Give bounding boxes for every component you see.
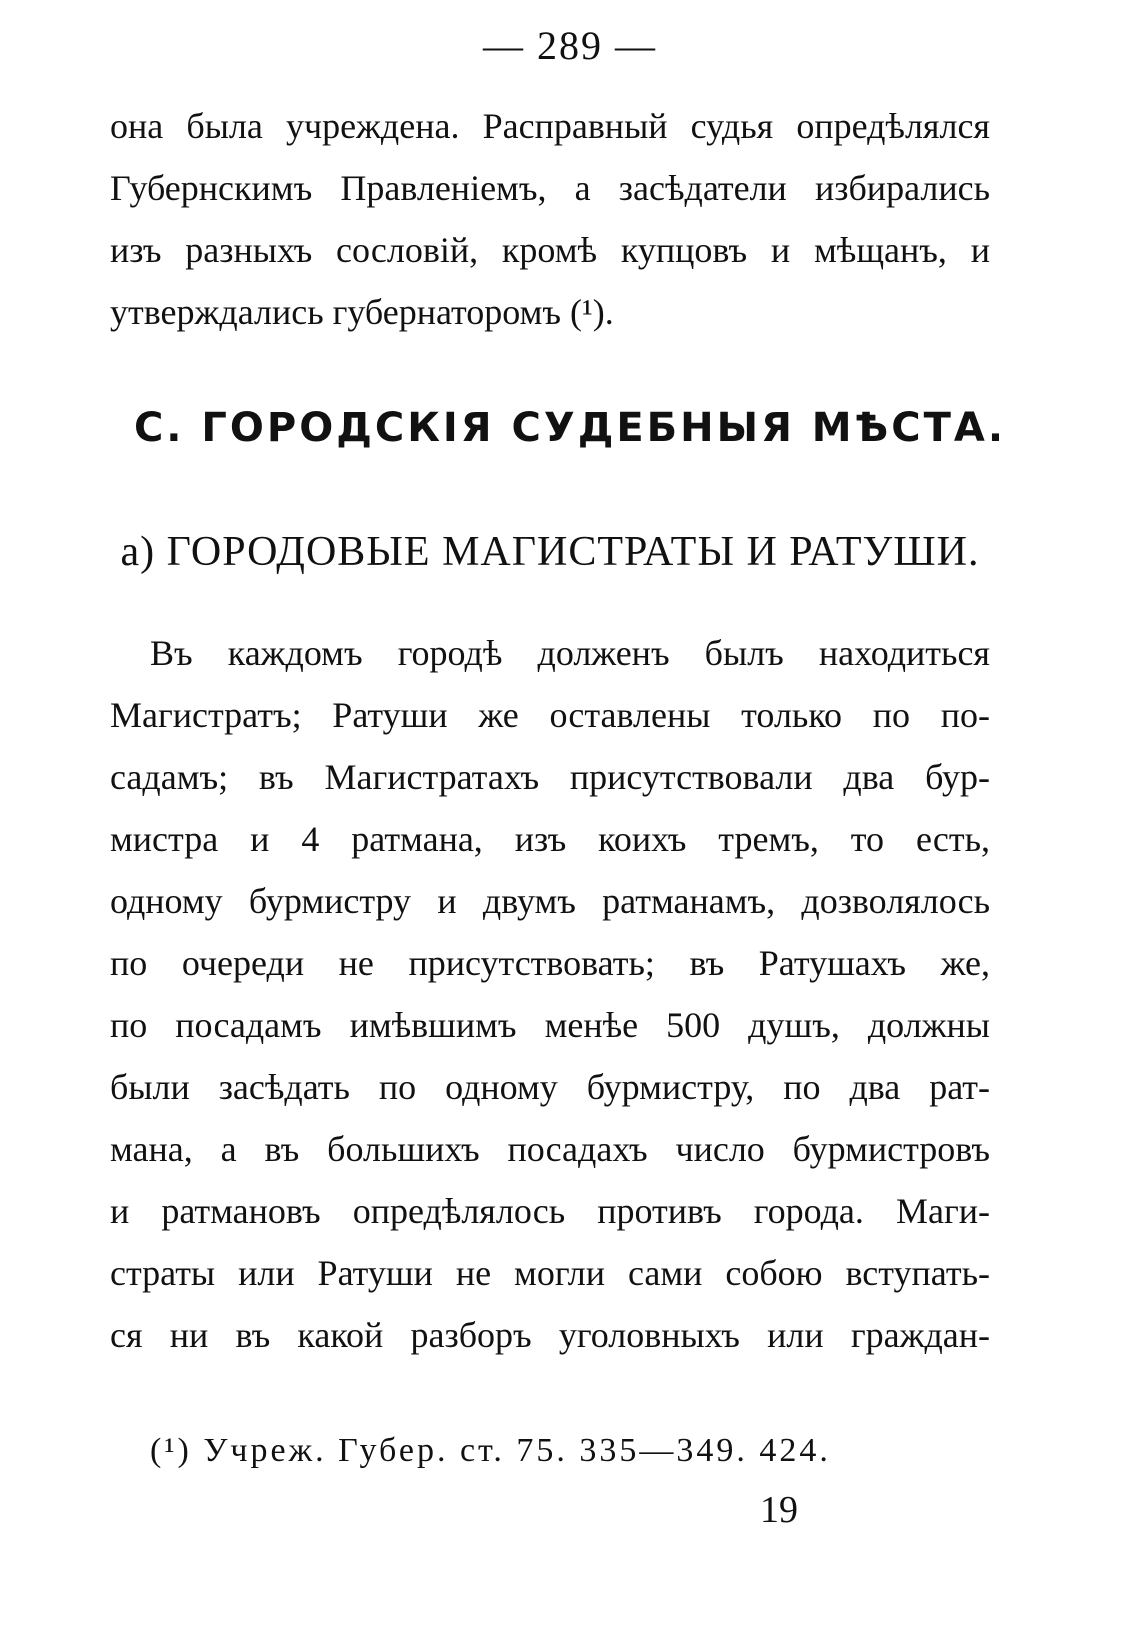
text-line: Магистратъ; Ратуши же оставлены только по по-	[110, 695, 990, 735]
footnote: (¹) Учреж. Губер. ст. 75. 335—349. 424.	[150, 1432, 831, 1469]
text-line: мистра и 4 ратмана, изъ коихъ тремъ, то есть,	[110, 819, 990, 859]
signature-mark: 19	[760, 1489, 798, 1531]
intro-paragraph	[110, 95, 990, 343]
text-line: были засѣдать по одному бурмистру, по два рат-	[110, 1067, 990, 1107]
text-line: изъ разныхъ сословій, кромѣ купцовъ и мѣщанъ, и	[110, 230, 990, 270]
text-line: она была учреждена. Расправный судья опредѣлялся	[110, 106, 990, 146]
subsection-heading: а) ГОРОДОВЫЕ МАГИСТРАТЫ И РАТУШИ.	[120, 529, 980, 575]
text-line: Губернскимъ Правленіемъ, а засѣдатели избирались	[110, 168, 990, 208]
section-heading: C. ГОРОДСКІЯ СУДЕБНЫЯ МѢСТА.	[133, 405, 1007, 451]
text-line: по посадамъ имѣвшимъ менѣе 500 душъ, должны	[110, 1005, 990, 1045]
text-line: ся ни въ какой разборъ уголовныхъ или граждан-	[110, 1315, 990, 1355]
text-line: садамъ; въ Магистратахъ присутствовали два бур-	[110, 757, 990, 797]
text-line: страты или Ратуши не могли сами собою вступать-	[110, 1253, 990, 1293]
text-line: по очереди не присутствовать; въ Ратушахъ же,	[110, 943, 990, 983]
page-number: — 289 —	[483, 23, 657, 68]
text-line: Въ каждомъ городѣ долженъ былъ находиться	[150, 633, 990, 673]
text-line: утверждались губернаторомъ (¹).	[110, 292, 614, 332]
body-paragraph	[110, 622, 990, 1366]
text-line: мана, а въ большихъ посадахъ число бурмистровъ	[110, 1129, 990, 1169]
text-line: и ратмановъ опредѣлялось противъ города. Маги-	[110, 1191, 990, 1231]
text-line: одному бурмистру и двумъ ратманамъ, дозволялось	[110, 881, 990, 921]
